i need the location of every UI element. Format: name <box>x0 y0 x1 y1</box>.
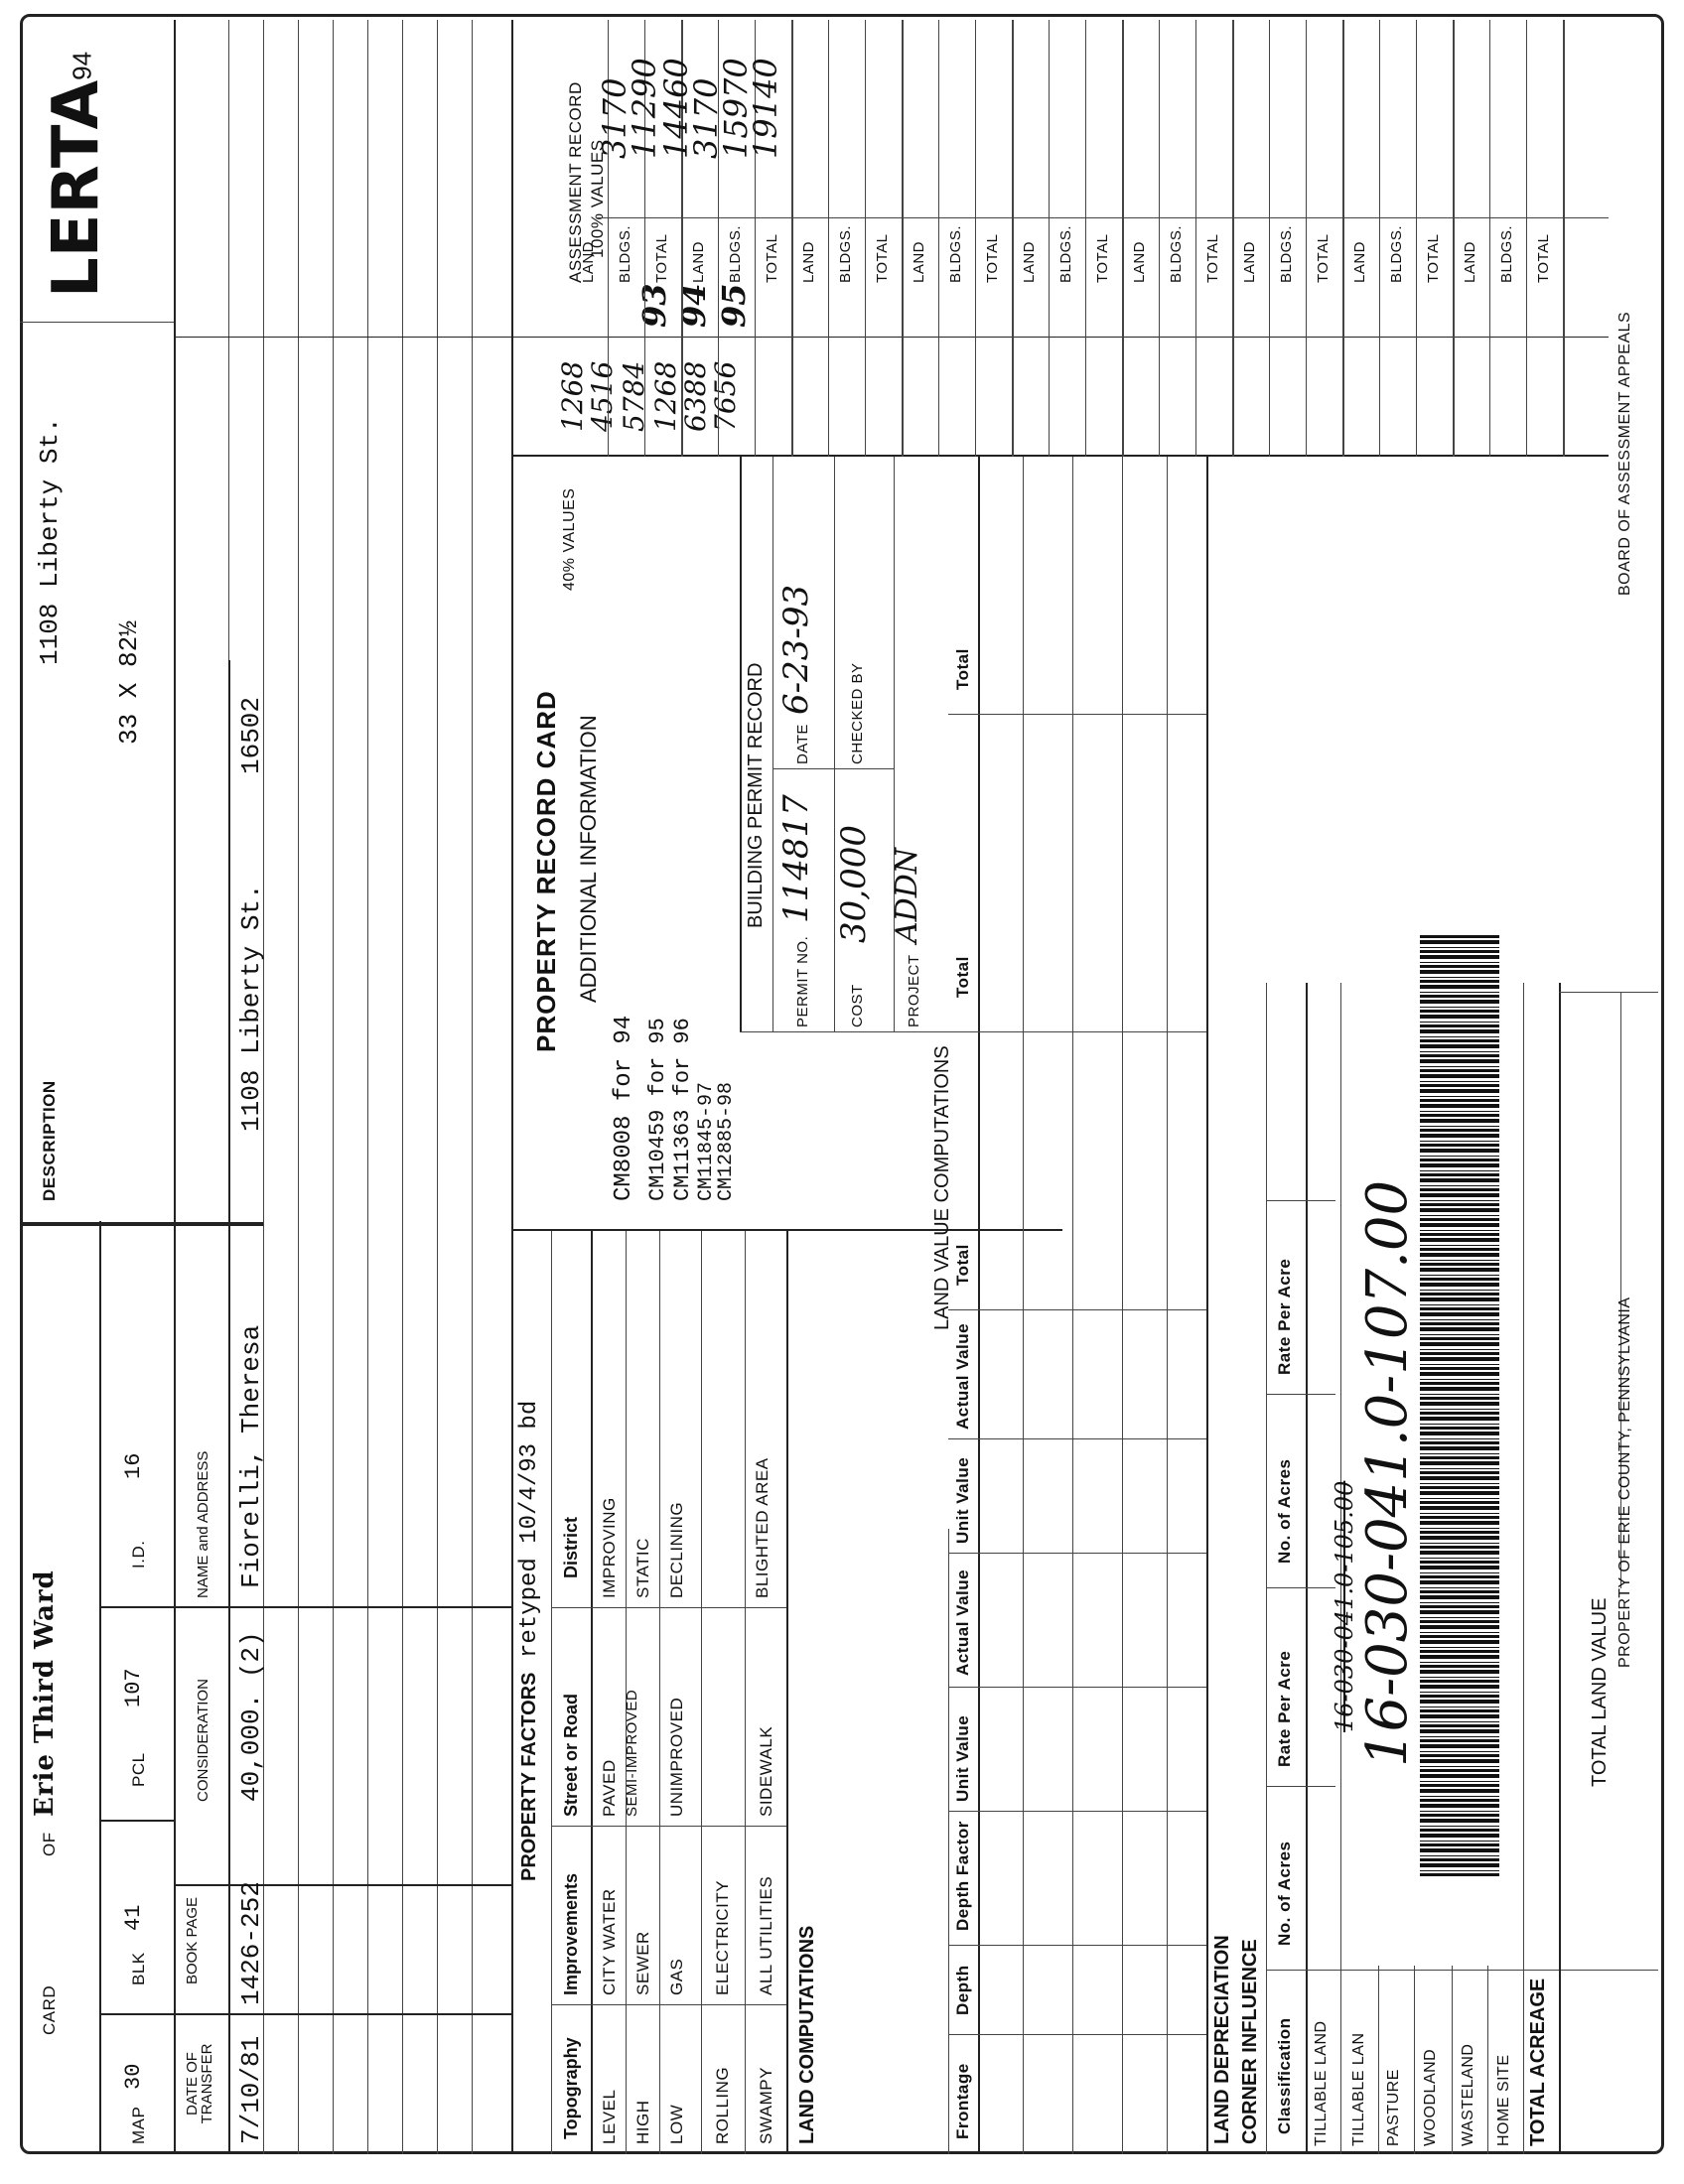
lc-col-line <box>948 1309 1206 1310</box>
assessment-row-label: TOTAL <box>1204 233 1221 283</box>
dep-row-line <box>1378 1966 1379 2154</box>
additional-line: CM11363 for 96 <box>670 1018 695 1201</box>
transfer-row-line <box>472 20 473 2154</box>
assessment-row-line <box>1085 20 1086 457</box>
of-label: OF <box>40 1832 59 1856</box>
transfer-name: Fiorelli, Theresa <box>236 1324 266 1588</box>
assessment-row-label: TOTAL <box>1315 233 1332 283</box>
pf-street: UNIMPROVED <box>667 1697 686 1817</box>
assessment-value: 14460 <box>657 58 695 159</box>
pf-row-line <box>659 1231 660 2154</box>
assessment-row-label: LAND <box>690 240 707 283</box>
lerta-stamp <box>40 52 113 298</box>
transfer-row-line <box>367 20 368 2154</box>
col-book-page: BOOK PAGE <box>184 1896 201 1985</box>
lc-col: Actual Value <box>953 1322 972 1430</box>
lc-col-line <box>948 1438 1206 1439</box>
transfer-zip: 16502 <box>236 696 266 774</box>
assessment-row-line <box>1195 20 1196 457</box>
pf-district: IMPROVING <box>600 1497 619 1598</box>
transfer-col-line <box>99 2013 511 2015</box>
pf-improvement: ELECTRICITY <box>713 1879 732 1995</box>
property-factors-note: retyped 10/4/93 bd <box>516 1400 543 1658</box>
assessment-value: 19140 <box>747 58 784 159</box>
card-border <box>20 14 1664 2154</box>
assessment-row-label: LAND <box>1241 240 1258 283</box>
assessment-row-label: BLDGS. <box>947 224 964 283</box>
assessment-row-label: TOTAL <box>1535 233 1552 283</box>
assessment-row-line <box>1379 20 1380 457</box>
col-name-address: NAME and ADDRESS <box>195 1450 211 1598</box>
transfer-header-line <box>228 660 230 2154</box>
dep-row: PASTURE <box>1385 2069 1402 2146</box>
dep-row-line <box>1414 1966 1415 2154</box>
permit-cost-value: 30,000 <box>834 825 874 943</box>
assessment-row-line <box>1342 20 1344 457</box>
pf-col-line <box>551 1826 786 1827</box>
pf-street: SIDEWALK <box>757 1725 775 1817</box>
dep-row-line <box>1559 983 1561 2154</box>
blk-value: 41 <box>121 1904 146 1931</box>
assessment-row-line <box>1012 20 1014 457</box>
assessment-row-line <box>1489 20 1490 457</box>
lc-col-line <box>948 1945 1206 1946</box>
property-factors-title: PROPERTY FACTORS <box>518 1672 540 1881</box>
pf-improvement: CITY WATER <box>600 1888 619 1995</box>
assessment-row-label: TOTAL <box>1425 233 1442 283</box>
permit-project-value: ADDN <box>890 847 924 943</box>
pf-topography: LEVEL <box>600 2089 619 2144</box>
year-mark: 93 <box>635 283 673 328</box>
assessment-row-line <box>791 20 793 457</box>
lc-col-line <box>948 1811 1206 1812</box>
assessment-row-label: BLDGS. <box>1278 224 1295 283</box>
dep-row-line <box>1523 983 1524 2154</box>
dep-row-line <box>1452 1966 1453 2154</box>
dep-col: Rate Per Acre <box>1275 1650 1294 1767</box>
pcl-value: 107 <box>121 1668 146 1707</box>
permit-line <box>834 457 835 1032</box>
transfer-address: 1108 Liberty St. <box>236 884 266 1132</box>
lerta-divider <box>20 322 174 323</box>
parcel-number: 16-030-041.0-107.00 <box>1355 1179 1420 1767</box>
permit-date-divider <box>772 768 834 769</box>
ward-name: Erie Third Ward <box>30 1570 60 1817</box>
assessment-row-label: TOTAL <box>874 233 891 283</box>
dep-row: TILLABLE LAND <box>1313 2020 1330 2146</box>
permit-no-value: 114817 <box>776 794 816 923</box>
transfer-table-bottom <box>511 20 513 2154</box>
assessment-row-line <box>1453 20 1455 457</box>
permit-col-line <box>740 1031 963 1032</box>
pf-district: BLIGHTED AREA <box>753 1457 772 1598</box>
land-value-computations-title: LAND VALUE COMPUTATIONS <box>931 1045 953 1330</box>
footer-left: PROPERTY OF ERIE COUNTY, PENNSYLVANIA <box>1616 1297 1633 1668</box>
lc-header-top <box>948 1529 949 2154</box>
assessment-row-label: TOTAL <box>1094 233 1111 283</box>
permit-line <box>894 457 895 1032</box>
year-mark: 94 <box>675 283 713 328</box>
pf-row-line <box>626 1231 627 2154</box>
assessment-row-label: LAND <box>1351 240 1368 283</box>
year-mark: 95 <box>715 283 753 328</box>
pf-street: PAVED <box>600 1759 619 1817</box>
assessment-row-label: BLDGS. <box>1057 224 1074 283</box>
pf-header-street: Street or Road <box>561 1693 581 1817</box>
dep-col-line <box>1266 1587 1335 1588</box>
card-label: CARD <box>40 1984 59 2035</box>
pf-row-line <box>701 1231 702 2154</box>
pf-district: DECLINING <box>667 1501 686 1598</box>
pf-street: SEMI-IMPROVED <box>624 1689 640 1817</box>
pf-improvement: ALL UTILITIES <box>757 1875 775 1995</box>
lc-col: Total <box>953 648 972 690</box>
lc-col: Depth Factor <box>953 1821 972 1931</box>
dep-col: Classification <box>1275 2017 1294 2134</box>
dep-header-top <box>1266 983 1267 2154</box>
lc-col-line <box>948 1553 1206 1554</box>
lc-row-line <box>1072 457 1073 2154</box>
values-40-title: 40% VALUES <box>561 487 578 591</box>
assessment-row-line <box>902 20 904 457</box>
assessment-row-label: LAND <box>1131 240 1148 283</box>
pf-topography: HIGH <box>633 2100 652 2144</box>
assessment-row-label: BLDGS. <box>617 224 633 283</box>
transfer-header-line-right <box>228 20 229 660</box>
transfer-row-line <box>402 20 403 2154</box>
assessment-row-label: TOTAL <box>984 233 1001 283</box>
dep-row: WASTELAND <box>1460 2043 1476 2146</box>
assessment-row-line <box>1526 20 1527 457</box>
assessment-row-label: TOTAL <box>764 233 780 283</box>
transfer-row-line <box>333 20 334 2154</box>
permit-project-label: PROJECT <box>906 954 922 1027</box>
assessment-row-line <box>1306 20 1307 457</box>
dep-col: No. of Acres <box>1275 1458 1294 1564</box>
permit-checked-divider <box>834 768 894 769</box>
assessment-value: 3170 <box>596 77 633 159</box>
dep-col-line <box>1559 992 1658 993</box>
description-label: DESCRIPTION <box>40 1080 59 1201</box>
pf-bottom-line <box>786 1231 788 2154</box>
additional-info-title: ADDITIONAL INFORMATION <box>576 715 601 1003</box>
lc-col-line <box>948 714 1206 715</box>
lc-col: Actual Value <box>953 1569 972 1676</box>
pf-topography: SWAMPY <box>757 2067 775 2144</box>
lc-row-line <box>1023 457 1024 2154</box>
dep-row: HOME SITE <box>1495 2054 1512 2146</box>
description-divider <box>20 1222 263 1226</box>
lc-col: Frontage <box>953 2063 972 2139</box>
lerta-year: 94 <box>67 51 97 80</box>
transfer-col-line <box>174 1884 511 1886</box>
permit-title-line <box>740 457 742 1032</box>
permit-date-value: 6-23-93 <box>776 584 816 715</box>
assessment-row-label: BLDGS. <box>1498 224 1515 283</box>
land-depreciation-title: LAND DEPRECIATION <box>1211 1935 1233 2144</box>
description-address: 1108 Liberty St. <box>35 417 65 665</box>
transfer-row-line <box>298 20 299 2154</box>
total-acreage: TOTAL ACREAGE <box>1527 1978 1549 2146</box>
assessment-value: 11290 <box>626 58 663 159</box>
id-label: I.D. <box>129 1540 148 1569</box>
pf-header-district: District <box>561 1516 581 1578</box>
pf-row-line <box>745 1231 746 2154</box>
col-consideration: CONSIDERATION <box>195 1679 211 1802</box>
id-value: 16 <box>121 1452 146 1479</box>
blk-label: BLK <box>129 1952 148 1985</box>
permit-checked-label: CHECKED BY <box>849 662 866 764</box>
values-left-border <box>511 455 1609 457</box>
dep-col-line <box>1266 1394 1335 1395</box>
assessment-row-line <box>1416 20 1417 457</box>
lerta-text: LERTA <box>40 79 113 298</box>
footer-right: BOARD OF ASSESSMENT APPEALS <box>1616 311 1633 596</box>
pf-improvement: SEWER <box>633 1931 652 1995</box>
pf-topography: ROLLING <box>713 2066 732 2144</box>
assessment-title: ASSESSMENT RECORD <box>566 81 585 283</box>
permit-no-label: PERMIT NO. <box>794 935 811 1027</box>
permit-line <box>772 457 773 1032</box>
assessment-row-label: LAND <box>800 240 817 283</box>
dep-col: Rate Per Acre <box>1275 1258 1294 1375</box>
lc-row-line <box>1122 457 1123 2154</box>
value-40: 6388 <box>679 360 712 432</box>
assessment-row-label: LAND <box>1462 240 1478 283</box>
pf-header-line <box>591 1231 593 2154</box>
transfer-col-line <box>99 1606 511 1608</box>
additional-line: CM12885-98 <box>715 1081 738 1201</box>
lc-col: Unit Value <box>953 1456 972 1544</box>
assessment-row-label: LAND <box>911 240 927 283</box>
lc-col: Total <box>953 1244 972 1286</box>
dep-col: No. of Acres <box>1275 1841 1294 1946</box>
value-40: 7656 <box>709 360 742 432</box>
dep-header-line <box>1306 983 1308 2154</box>
lc-col-line <box>948 1687 1206 1688</box>
pf-header-topography: Topography <box>561 2037 581 2139</box>
land-computations-title: LAND COMPUTATIONS <box>796 1925 818 2144</box>
permit-cost-label: COST <box>849 984 866 1027</box>
pcl-label: PCL <box>129 1752 148 1787</box>
additional-line: CM8008 for 94 <box>611 1015 637 1201</box>
transfer-book: 1426-252 <box>236 1881 266 2005</box>
pf-topography: LOW <box>667 2104 686 2144</box>
map-value: 30 <box>121 2063 146 2090</box>
col-date-of-transfer: DATE OF TRANSFER <box>184 2043 215 2124</box>
assessment-row-line <box>1269 20 1270 457</box>
assessment-row-label: LAND <box>1021 240 1038 283</box>
dep-col-line <box>1266 1786 1335 1787</box>
dep-row-line <box>1487 1966 1488 2154</box>
assessment-row-line <box>1159 20 1160 457</box>
lc-col: Total <box>953 956 972 998</box>
lc-col: Unit Value <box>953 1714 972 1802</box>
header-line-2 <box>174 20 176 2154</box>
value-40: 4516 <box>586 360 619 432</box>
dep-col-line <box>1266 1200 1335 1201</box>
additional-line: CM10459 for 95 <box>645 1018 670 1201</box>
values-right-border <box>174 337 1609 338</box>
additional-line: CM11845-97 <box>695 1081 718 1201</box>
value-40: 1268 <box>556 360 589 432</box>
assessment-row-label: BLDGS. <box>1388 224 1405 283</box>
dep-col-line <box>1266 1970 1658 1971</box>
assessment-row-line <box>975 20 976 457</box>
barcode <box>1420 933 1499 1876</box>
value-40: 5784 <box>618 360 650 432</box>
dep-row: TILLABLE LAN <box>1350 2032 1367 2146</box>
assessment-label-divider <box>596 217 1609 218</box>
assessment-row-label: BLDGS. <box>837 224 854 283</box>
corner-influence-title: CORNER INFLUENCE <box>1239 1939 1261 2144</box>
assessment-subtitle: 100% VALUES <box>588 139 607 258</box>
dep-row: WOODLAND <box>1422 2048 1439 2146</box>
record-card-title: PROPERTY RECORD CARD <box>531 690 561 1052</box>
lc-bottom-line <box>1206 457 1208 2154</box>
total-land-value: TOTAL LAND VALUE <box>1589 1597 1611 1787</box>
value-40: 1268 <box>649 360 682 432</box>
lc-row-line <box>1167 457 1168 2154</box>
lc-header-line <box>978 457 980 2154</box>
map-label: MAP <box>129 2106 148 2144</box>
pf-district: STATIC <box>633 1538 652 1598</box>
assessment-row-label: BLDGS. <box>727 224 744 283</box>
assessment-row-line <box>1232 20 1234 457</box>
lc-col-line <box>948 2034 1206 2035</box>
transfer-row-line <box>437 20 438 2154</box>
transfer-col-line <box>99 1820 174 1822</box>
pf-col-line <box>551 1607 786 1608</box>
assessment-row-line <box>1049 20 1050 457</box>
assessment-row-line <box>828 20 829 457</box>
assessment-value: 3170 <box>687 77 725 159</box>
transfer-consideration: 40,000. (2) <box>236 1631 266 1802</box>
pf-col-line <box>551 2004 786 2005</box>
description-dimensions: 33 X 82½ <box>114 620 144 745</box>
assessment-row-line <box>1563 20 1565 457</box>
assessment-row-line <box>865 20 866 457</box>
assessment-row-label: TOTAL <box>653 233 670 283</box>
assessment-row-line <box>1122 20 1124 457</box>
lc-col-line <box>948 1031 1206 1032</box>
assessment-row-label: BLDGS. <box>1168 224 1185 283</box>
pf-header-improvements: Improvements <box>561 1872 581 1995</box>
assessment-value: 15970 <box>717 58 755 159</box>
pf-title-line <box>551 1231 552 2154</box>
pf-improvement: GAS <box>667 1958 686 1995</box>
permit-title: BUILDING PERMIT RECORD <box>745 662 767 928</box>
permit-date-label: DATE <box>794 724 811 764</box>
old-parcel-number: 16-030-041.0-105.00 <box>1331 1480 1358 1732</box>
assessment-row-label: LAND <box>580 240 597 283</box>
lc-col: Depth <box>953 1965 972 2015</box>
transfer-date: 7/10/81 <box>236 2035 266 2144</box>
assessment-row-line <box>938 20 939 457</box>
